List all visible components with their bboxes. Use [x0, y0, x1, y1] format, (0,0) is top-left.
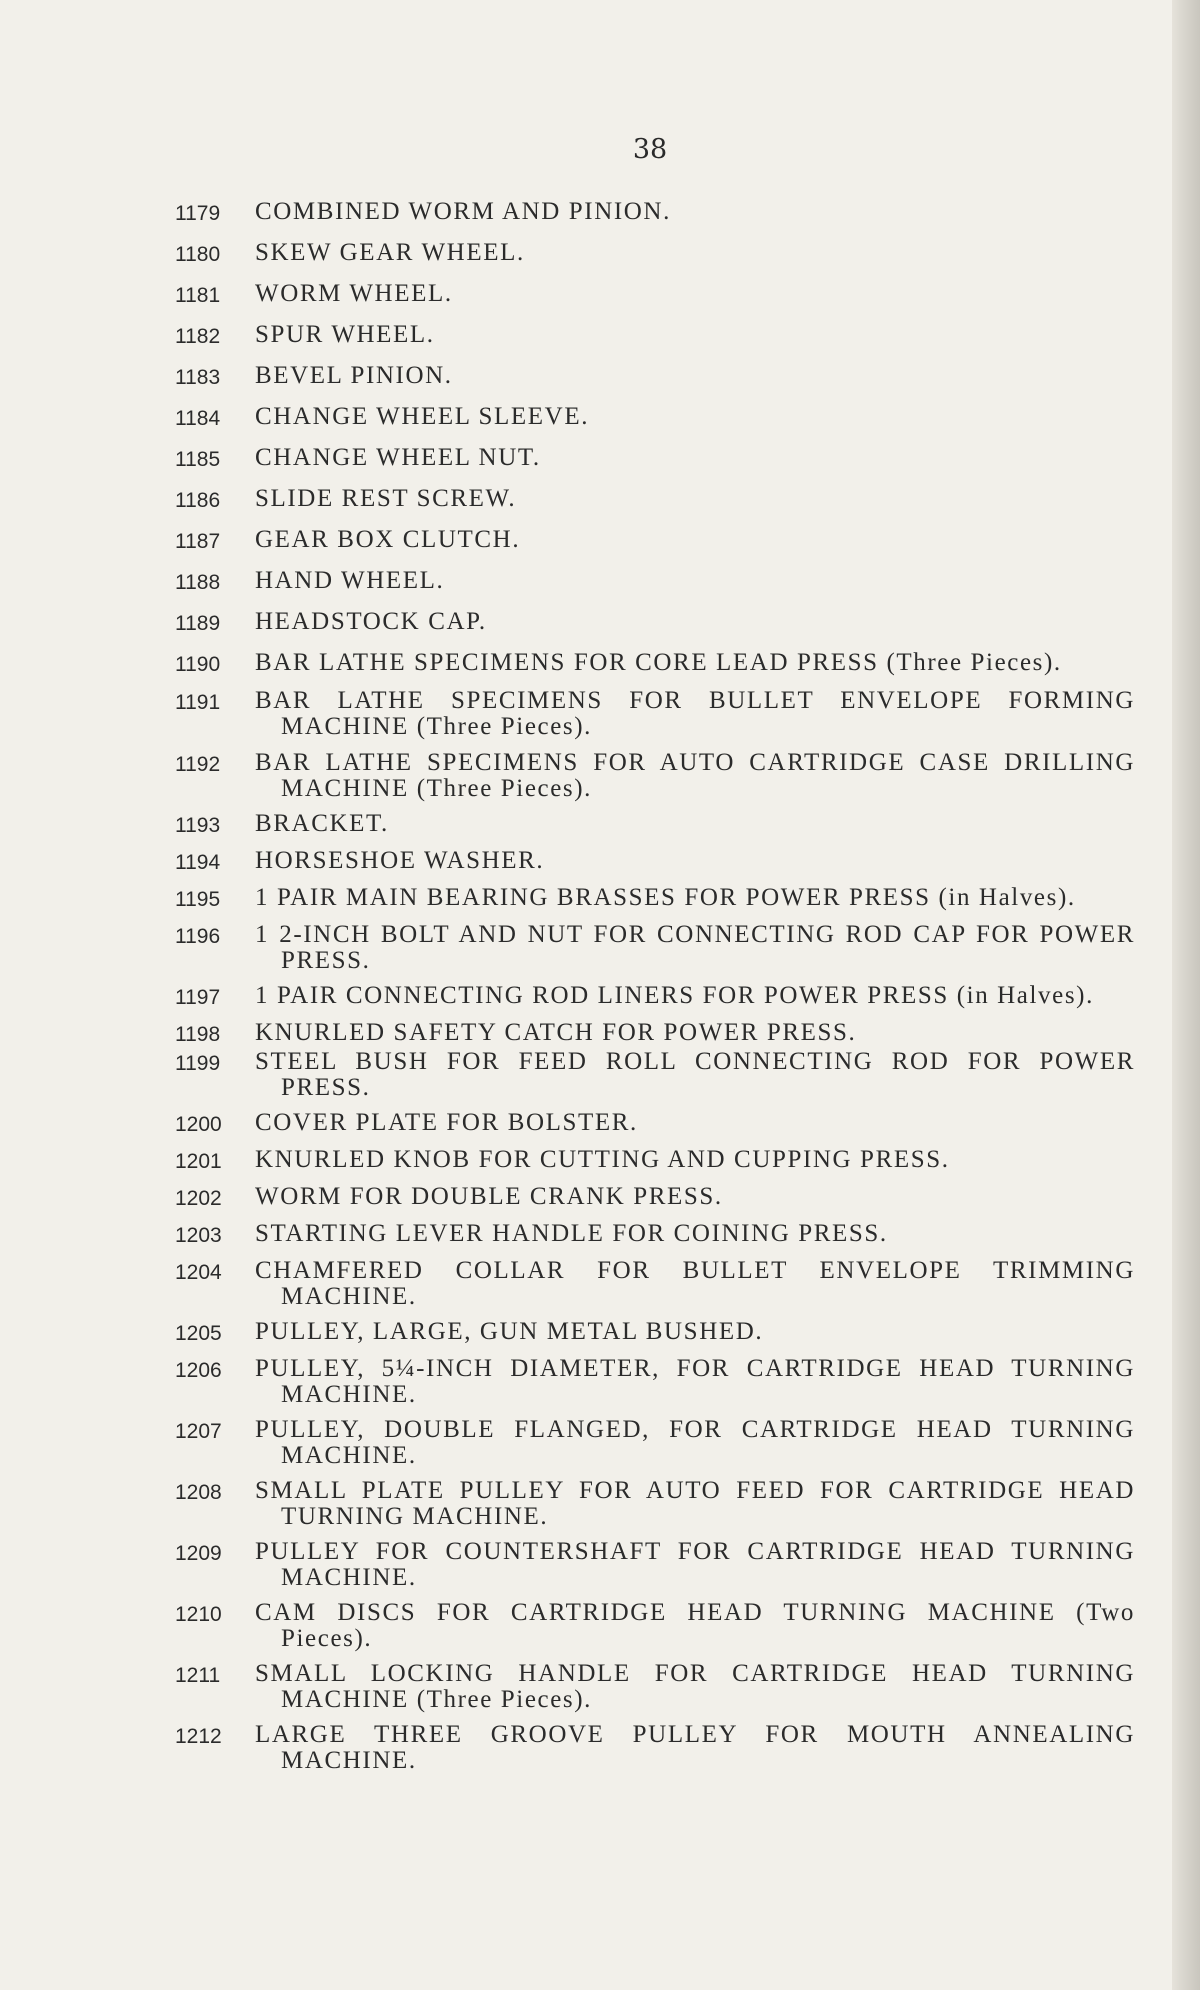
- list-item: [175, 363, 1135, 391]
- entry-number: 1211: [175, 1664, 221, 1687]
- entry-text: SPUR WHEEL.: [255, 321, 435, 348]
- list-item: [175, 445, 1135, 473]
- list-item: [175, 922, 1135, 974]
- entry-text: SLIDE REST SCREW.: [255, 485, 517, 512]
- list-item: [175, 1258, 1135, 1310]
- entry-number: 1189: [175, 612, 221, 635]
- entry-number: 1180: [175, 243, 221, 266]
- entry-text: LARGE THREE GROOVE PULLEY FOR MOUTH ANNEALING MACHINE.: [255, 1721, 1135, 1774]
- list-item: [175, 404, 1135, 432]
- entry-text: SKEW GEAR WHEEL.: [255, 239, 525, 266]
- entry-text: STEEL BUSH FOR FEED ROLL CONNECTING ROD FOR POWER PRESS.: [255, 1048, 1135, 1101]
- entry-number: 1206: [175, 1359, 222, 1382]
- entry-text: BAR LATHE SPECIMENS FOR AUTO CARTRIDGE CASE DRILLING MACHINE (Three Pieces).: [255, 749, 1135, 802]
- entry-number: 1184: [175, 407, 221, 430]
- entry-number: 1182: [175, 325, 221, 348]
- entry-number: 1192: [175, 753, 221, 776]
- entry-text: 1 2-INCH BOLT AND NUT FOR CONNECTING ROD CAP FOR POWER PRESS.: [255, 921, 1135, 974]
- entry-text: PULLEY, 5¼-INCH DIAMETER, FOR CARTRIDGE HEAD TURNING MACHINE.: [255, 1355, 1135, 1408]
- list-item: [175, 1147, 1135, 1175]
- entry-text: CHAMFERED COLLAR FOR BULLET ENVELOPE TRIMMING MACHINE.: [255, 1257, 1135, 1310]
- entry-list: [175, 199, 1135, 1774]
- entry-text: BAR LATHE SPECIMENS FOR BULLET ENVELOPE FORMING MACHINE (Three Pieces).: [255, 687, 1135, 740]
- entry-text: BRACKET.: [255, 810, 389, 837]
- list-item: [175, 609, 1135, 637]
- list-item: [175, 750, 1135, 802]
- paper-edge: [1172, 0, 1200, 1990]
- entry-text: 1 PAIR MAIN BEARING BRASSES FOR POWER PRESS (in Halves).: [255, 884, 1076, 911]
- list-item: [175, 1020, 1135, 1048]
- list-item: [175, 848, 1135, 876]
- entry-number: 1197: [175, 986, 221, 1009]
- entry-text: BAR LATHE SPECIMENS FOR CORE LEAD PRESS (Three Pieces).: [255, 649, 1062, 676]
- entry-text: CAM DISCS FOR CARTRIDGE HEAD TURNING MACHINE (Two Pieces).: [255, 1599, 1135, 1652]
- page-number: 38: [632, 134, 668, 165]
- entry-text: SMALL PLATE PULLEY FOR AUTO FEED FOR CARTRIDGE HEAD TURNING MACHINE.: [255, 1477, 1135, 1530]
- entry-number: 1179: [175, 202, 221, 225]
- entry-text: COVER PLATE FOR BOLSTER.: [255, 1109, 638, 1136]
- entry-number: 1198: [175, 1023, 221, 1046]
- entry-text: GEAR BOX CLUTCH.: [255, 526, 521, 553]
- list-item: [175, 1478, 1135, 1530]
- entry-number: 1186: [175, 489, 221, 512]
- entry-text: SMALL LOCKING HANDLE FOR CARTRIDGE HEAD TURNING MACHINE (Three Pieces).: [255, 1660, 1135, 1713]
- entry-number: 1200: [175, 1113, 222, 1136]
- entry-number: 1187: [175, 530, 221, 553]
- entry-number: 1188: [175, 571, 221, 594]
- entry-number: 1193: [175, 814, 221, 837]
- list-item: [175, 688, 1135, 740]
- entry-text: PULLEY, LARGE, GUN METAL BUSHED.: [255, 1318, 764, 1345]
- entry-text: PULLEY FOR COUNTERSHAFT FOR CARTRIDGE HEAD TURNING MACHINE.: [255, 1538, 1135, 1591]
- entry-text: KNURLED KNOB FOR CUTTING AND CUPPING PRESS.: [255, 1146, 950, 1173]
- entry-number: 1195: [175, 888, 221, 911]
- entry-text: HEADSTOCK CAP.: [255, 608, 487, 635]
- list-item: [175, 1221, 1135, 1249]
- entry-text: HORSESHOE WASHER.: [255, 847, 545, 874]
- entry-text: STARTING LEVER HANDLE FOR COINING PRESS.: [255, 1220, 888, 1247]
- entry-number: 1209: [175, 1542, 222, 1565]
- entry-number: 1183: [175, 366, 221, 389]
- list-item: [175, 983, 1135, 1011]
- list-item: [175, 527, 1135, 555]
- list-item: [175, 1319, 1135, 1347]
- entry-number: 1208: [175, 1481, 222, 1504]
- entry-text: WORM WHEEL.: [255, 280, 453, 307]
- list-item: [175, 281, 1135, 309]
- list-item: [175, 1722, 1135, 1774]
- entry-text: BEVEL PINION.: [255, 362, 453, 389]
- entry-number: 1199: [175, 1052, 221, 1075]
- entry-number: 1204: [175, 1261, 222, 1284]
- entry-text: COMBINED WORM AND PINION.: [255, 198, 671, 225]
- list-item: [175, 650, 1135, 678]
- entry-number: 1210: [175, 1603, 222, 1626]
- list-item: [175, 1417, 1135, 1469]
- entry-number: 1196: [175, 925, 221, 948]
- entry-number: 1181: [175, 284, 221, 307]
- entry-number: 1201: [175, 1150, 222, 1173]
- list-item: [175, 1539, 1135, 1591]
- list-item: [175, 1600, 1135, 1652]
- list-item: [175, 240, 1135, 268]
- entry-text: PULLEY, DOUBLE FLANGED, FOR CARTRIDGE HEAD TURNING MACHINE.: [255, 1416, 1135, 1469]
- list-item: [175, 1049, 1135, 1101]
- entry-number: 1185: [175, 448, 221, 471]
- list-item: [175, 1356, 1135, 1408]
- list-item: [175, 568, 1135, 596]
- entry-text: WORM FOR DOUBLE CRANK PRESS.: [255, 1183, 723, 1210]
- list-item: [175, 199, 1135, 227]
- entry-text: HAND WHEEL.: [255, 567, 445, 594]
- entry-number: 1202: [175, 1187, 222, 1210]
- entry-text: KNURLED SAFETY CATCH FOR POWER PRESS.: [255, 1019, 857, 1046]
- entry-text: CHANGE WHEEL NUT.: [255, 444, 541, 471]
- list-item: [175, 1184, 1135, 1212]
- list-item: [175, 322, 1135, 350]
- list-item: [175, 1661, 1135, 1713]
- entry-number: 1212: [175, 1725, 222, 1748]
- list-item: [175, 811, 1135, 839]
- entry-text: CHANGE WHEEL SLEEVE.: [255, 403, 590, 430]
- list-item: [175, 885, 1135, 913]
- list-item: [175, 1110, 1135, 1138]
- entry-number: 1190: [175, 653, 221, 676]
- entry-number: 1203: [175, 1224, 222, 1247]
- list-item: [175, 486, 1135, 514]
- entry-number: 1194: [175, 851, 221, 874]
- entry-number: 1191: [175, 691, 221, 714]
- entry-number: 1207: [175, 1420, 222, 1443]
- entry-number: 1205: [175, 1322, 222, 1345]
- entry-text: 1 PAIR CONNECTING ROD LINERS FOR POWER PRESS (in Halves).: [255, 982, 1094, 1009]
